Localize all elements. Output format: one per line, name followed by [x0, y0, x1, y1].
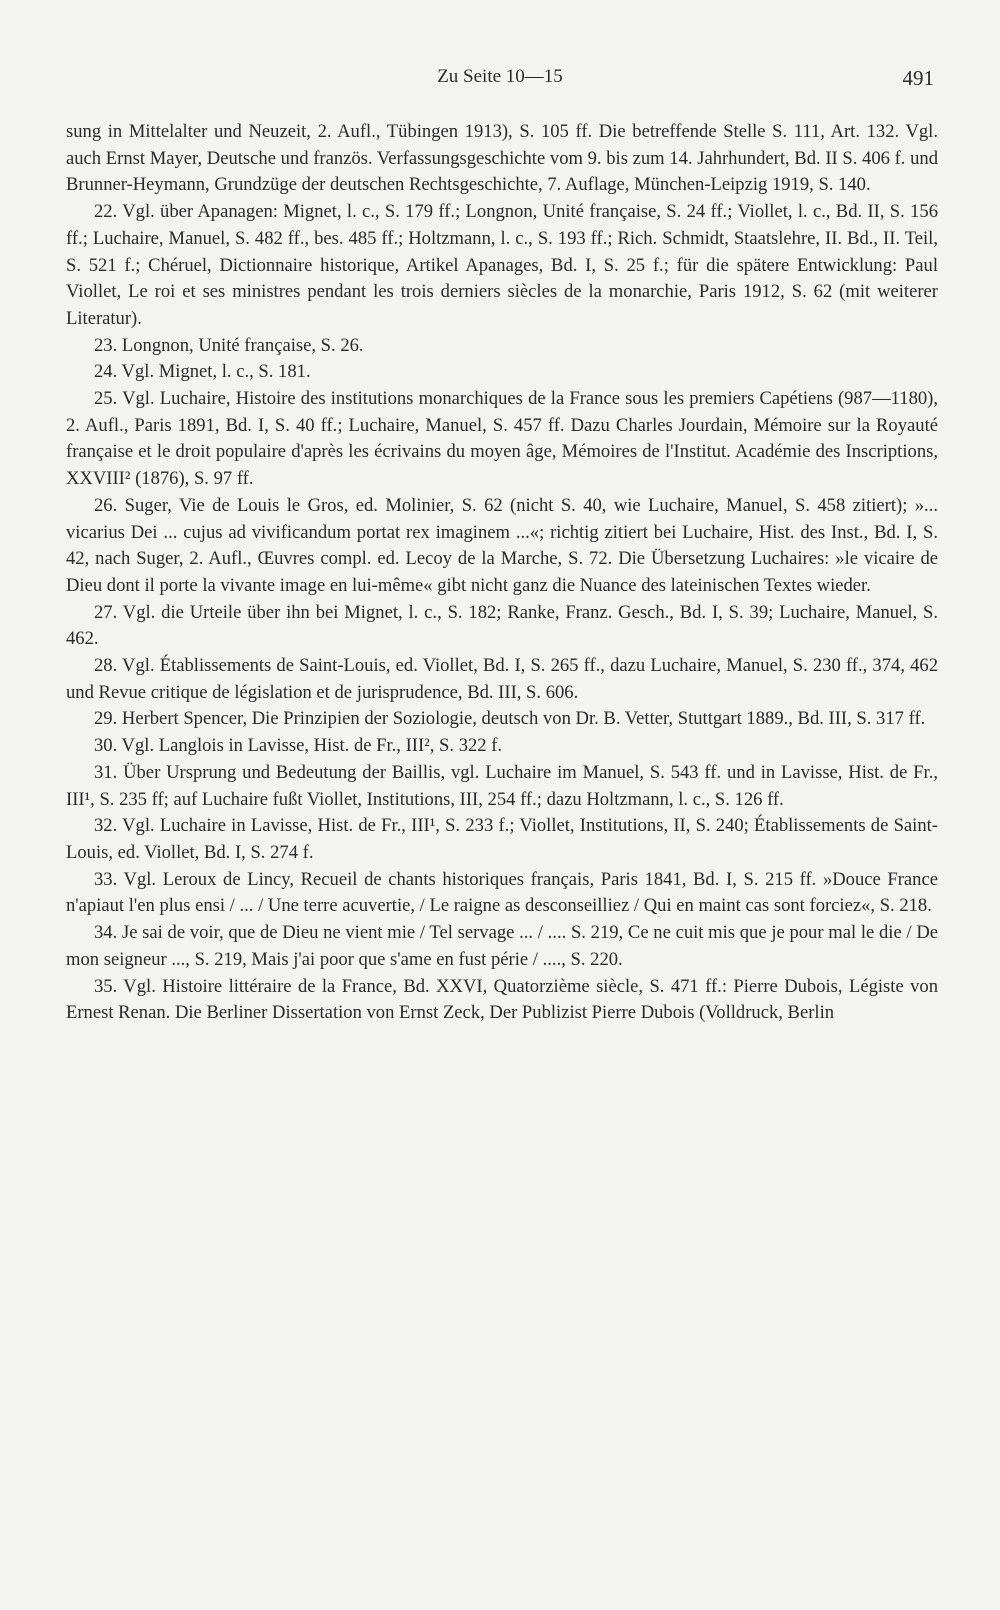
note-31: 31. Über Ursprung und Bedeutung der Baillis, vgl. Luchaire im Manuel, S. 543 ff. und in Lavisse, Hist. de Fr., III¹, S. 235 ff; auf Luchaire fußt Viollet, Institutions, III, 254 ff.; dazu Holtzmann, l. c., S. 126 ff. — [66, 761, 938, 810]
note-34: 34. Je sai de voir, que de Dieu ne vient mie / Tel servage ... / .... S. 219, Ce ne cuit mis que je pour mal le die / De mon seigneur ..., S. 219, Mais j'ai poor que s'ame en fust périe / ...., S. 220. — [66, 922, 938, 970]
note-26: 26. Suger, Vie de Louis le Gros, ed. Molinier, S. 62 (nicht S. 40, wie Luchaire, Manuel, S. 458 zitiert); »... vicarius Dei ... cujus ad vivificandum portat rex imaginem ...«; richtig zitiert bei Luchaire, Hist. des Inst., Bd. I, S. 42, nach Suger, 2. Aufl., Œuvres compl. ed. Lecoy de la Marche, S. 72. Die Übersetzung Luchaires: »le vicaire de Dieu dont il porte la vivante image en lui-même« gibt nicht ganz die Nuance des lateinischen Textes wieder. — [66, 494, 938, 596]
note-22: 22. Vgl. über Apanagen: Mignet, l. c., S. 179 ff.; Longnon, Unité française, S. 24 ff.; Viollet, l. c., Bd. II, S. 156 ff.; Luchaire, Manuel, S. 482 ff., bes. 485 ff.; Holtzmann, l. c., S. 193 ff.; Rich. Schmidt, Staatslehre, II. Bd., II. Teil, S. 521 f.; Chéruel, Dictionnaire historique, Artikel Apanages, Bd. I, S. 25 f.; für die spätere Entwicklung: Paul Viollet, Le roi et ses ministres pendant les trois derniers siècles de la monarchie, Paris 1912, S. 62 (mit weiterer Literatur). — [66, 201, 938, 329]
note-continuation: sung in Mittelalter und Neuzeit, 2. Aufl., Tübingen 1913), S. 105 ff. Die betreffende Stelle S. 111, Art. 132. Vgl. auch Ernst Mayer, Deutsche und französ. Verfassungsgeschichte vom 9. bis zum 14. Jahrhundert, Bd. II S. 406 f. und Brunner-Heymann, Grundzüge der deutschen Rechtsgeschichte, 7. Auflage, München-Leipzig 1919, S. 140. — [66, 121, 938, 196]
note-30: 30. Vgl. Langlois in Lavisse, Hist. de Fr., III², S. 322 f. — [94, 735, 503, 757]
notes-body — [66, 119, 938, 1027]
note-27: 27. Vgl. die Urteile über ihn bei Mignet, l. c., S. 182; Ranke, Franz. Gesch., Bd. I, S. 39; Luchaire, Manuel, S. 462. — [66, 601, 938, 650]
note-23: 23. Longnon, Unité française, S. 26. — [94, 334, 364, 356]
page-number: 491 — [902, 66, 934, 90]
note-33: 33. Vgl. Leroux de Lincy, Recueil de chants historiques français, Paris 1841, Bd. I, S. 215 ff. »Douce France n'apiaut l'en plus ensi / ... / Une terre acuvertie, / Le raigne as desconseilliez / Qui en maint cas sont forciez«, S. 218. — [66, 868, 938, 917]
note-35: 35. Vgl. Histoire littéraire de la France, Bd. XXVI, Quatorzième siècle, S. 471 ff.: Pierre Dubois, Légiste von Ernest Renan. Die Berliner Dissertation von Ernst Zeck, Der Publizist Pierre Dubois (Volldruck, Berlin — [66, 975, 938, 1024]
note-28: 28. Vgl. Établissements de Saint-Louis, ed. Viollet, Bd. I, S. 265 ff., dazu Luchaire, Manuel, S. 230 ff., 374, 462 und Revue critique de législation et de jurisprudence, Bd. III, S. 606. — [66, 655, 938, 703]
running-title: Zu Seite 10—15 — [437, 66, 563, 87]
note-32: 32. Vgl. Luchaire in Lavisse, Hist. de Fr., III¹, S. 233 f.; Viollet, Institutions, II, S. 240; Établissements de Saint-Louis, ed. Viollet, Bd. I, S. 274 f. — [66, 815, 938, 863]
note-29: 29. Herbert Spencer, Die Prinzipien der Soziologie, deutsch von Dr. B. Vetter, Stuttgart 1889., Bd. III, S. 317 ff. — [94, 708, 926, 730]
note-24: 24. Vgl. Mignet, l. c., S. 181. — [94, 361, 311, 383]
page-header — [66, 66, 934, 96]
note-25: 25. Vgl. Luchaire, Histoire des institutions monarchiques de la France sous les premiers Capétiens (987—1180), 2. Aufl., Paris 1891, Bd. I, S. 40 ff.; Luchaire, Manuel, S. 457 ff. Dazu Charles Jourdain, Mémoire sur la Royauté française et le droit populaire d'après les écrivains du moyen âge, Mémoires de l'Institut. Académie des Inscriptions, XXVIII² (1876), S. 97 ff. — [66, 388, 938, 490]
